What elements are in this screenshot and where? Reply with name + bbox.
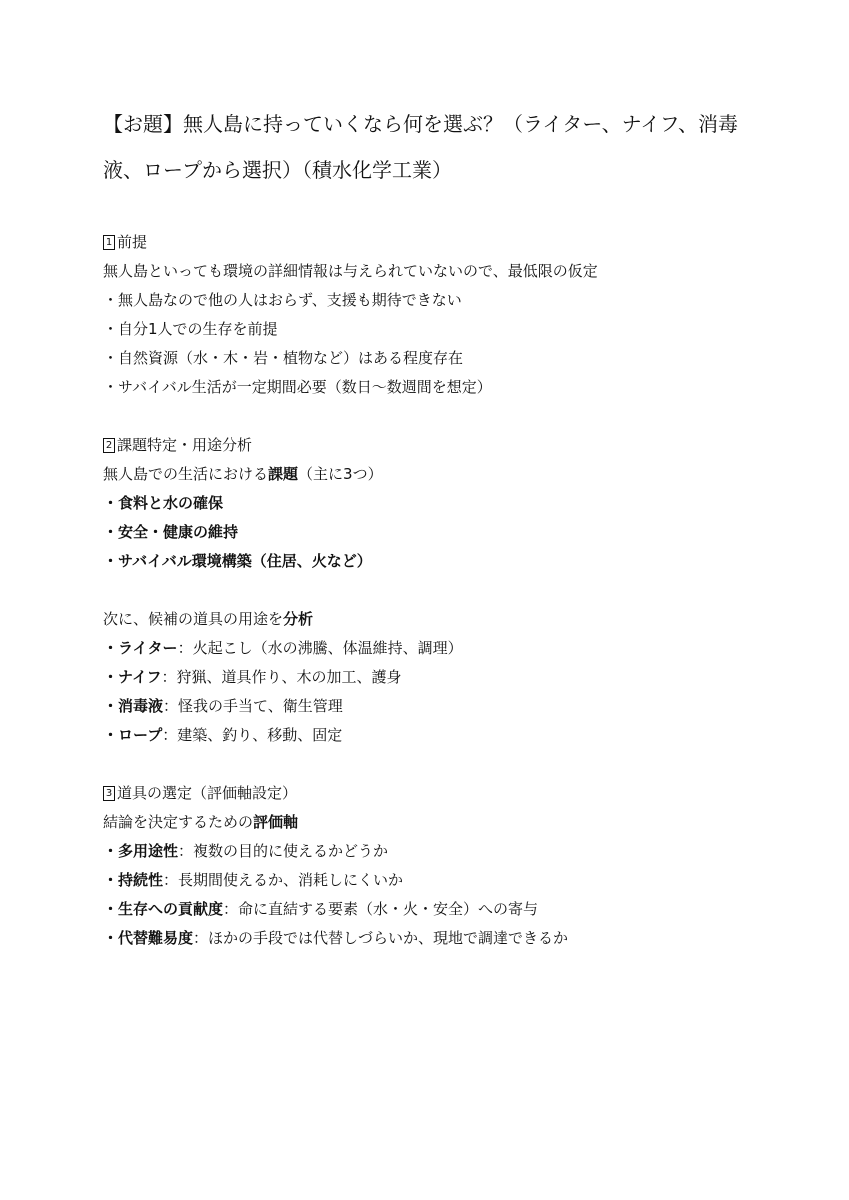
issue-list	[103, 489, 789, 576]
section-number-box: 3	[103, 786, 115, 801]
list-item	[103, 866, 789, 895]
criterion-name: ・多用途性	[103, 842, 179, 860]
tool-desc: ：火起こし（水の沸騰、体温維持、調理）	[177, 639, 463, 657]
list-item: ・安全・健康の維持	[103, 523, 239, 541]
analysis-intro	[103, 605, 789, 634]
list-item	[103, 837, 789, 866]
list-item: ・自然資源（水・木・岩・植物など）はある程度存在	[103, 349, 464, 367]
premise-list	[103, 286, 789, 402]
section-heading-text: 前提	[117, 233, 148, 251]
criterion-name: ・持続性	[103, 871, 164, 889]
criterion-desc: ：長期間使えるか、消耗しにくいか	[163, 871, 404, 889]
intro-bold: 評価軸	[253, 813, 299, 831]
intro-bold: 課題	[268, 465, 299, 483]
section-intro	[103, 808, 789, 837]
list-item: ・サバイバル環境構築（住居、火など）	[103, 552, 372, 570]
analysis-bold: 分析	[283, 610, 314, 628]
criterion-desc: ：ほかの手段では代替しづらいか、現地で調達できるか	[193, 929, 569, 947]
section-heading-text: 道具の選定（評価軸設定）	[117, 784, 298, 802]
criteria-list	[103, 837, 789, 953]
tool-name: ・消毒液	[103, 697, 164, 715]
intro-suffix: （主に3つ）	[298, 465, 383, 483]
section-heading-text: 課題特定・用途分析	[117, 436, 253, 454]
list-item: ・自分1人での生存を前提	[103, 320, 278, 338]
list-item: ・食料と水の確保	[103, 494, 224, 512]
list-item	[103, 721, 789, 750]
list-item: ・無人島なので他の人はおらず、支援も期待できない	[103, 291, 462, 309]
list-item	[103, 663, 789, 692]
analysis-prefix: 次に、候補の道具の用途を	[103, 610, 284, 628]
section-issue-analysis	[103, 431, 789, 750]
intro-prefix: 無人島での生活における	[103, 465, 269, 483]
section-intro: 無人島といっても環境の詳細情報は与えられていないので、最低限の仮定	[103, 262, 598, 280]
document-title: 【お題】無人島に持っていくなら何を選ぶ？（ライター、ナイフ、消毒液、ロープから選択）（積水化学工業）	[103, 112, 738, 182]
tool-list	[103, 634, 789, 750]
section-heading	[103, 431, 789, 460]
criterion-name: ・代替難易度	[103, 929, 194, 947]
intro-prefix: 結論を決定するための	[103, 813, 254, 831]
tool-desc: ：怪我の手当て、衛生管理	[163, 697, 343, 715]
criterion-desc: ：複数の目的に使えるかどうか	[178, 842, 389, 860]
criterion-desc: ：命に直結する要素（水・火・安全）への寄与	[223, 900, 539, 918]
list-item	[103, 692, 789, 721]
section-intro	[103, 460, 789, 489]
tool-name: ・ライター	[103, 639, 178, 657]
spacer	[103, 576, 789, 605]
section-heading	[103, 779, 789, 808]
tool-desc: ：狩猟、道具作り、木の加工、護身	[161, 668, 402, 686]
list-item	[103, 924, 789, 953]
section-number-box: 1	[103, 235, 115, 250]
section-tool-selection	[103, 779, 789, 953]
tool-name: ・ナイフ	[103, 668, 162, 686]
tool-desc: ：建築、釣り、移動、固定	[162, 726, 343, 744]
section-heading	[103, 228, 789, 257]
list-item	[103, 634, 789, 663]
section-number-box: 2	[103, 438, 115, 453]
list-item: ・サバイバル生活が一定期間必要（数日〜数週間を想定）	[103, 378, 492, 396]
list-item	[103, 895, 789, 924]
section-premise	[103, 228, 789, 402]
criterion-name: ・生存への貢献度	[103, 900, 224, 918]
tool-name: ・ロープ	[103, 726, 163, 744]
